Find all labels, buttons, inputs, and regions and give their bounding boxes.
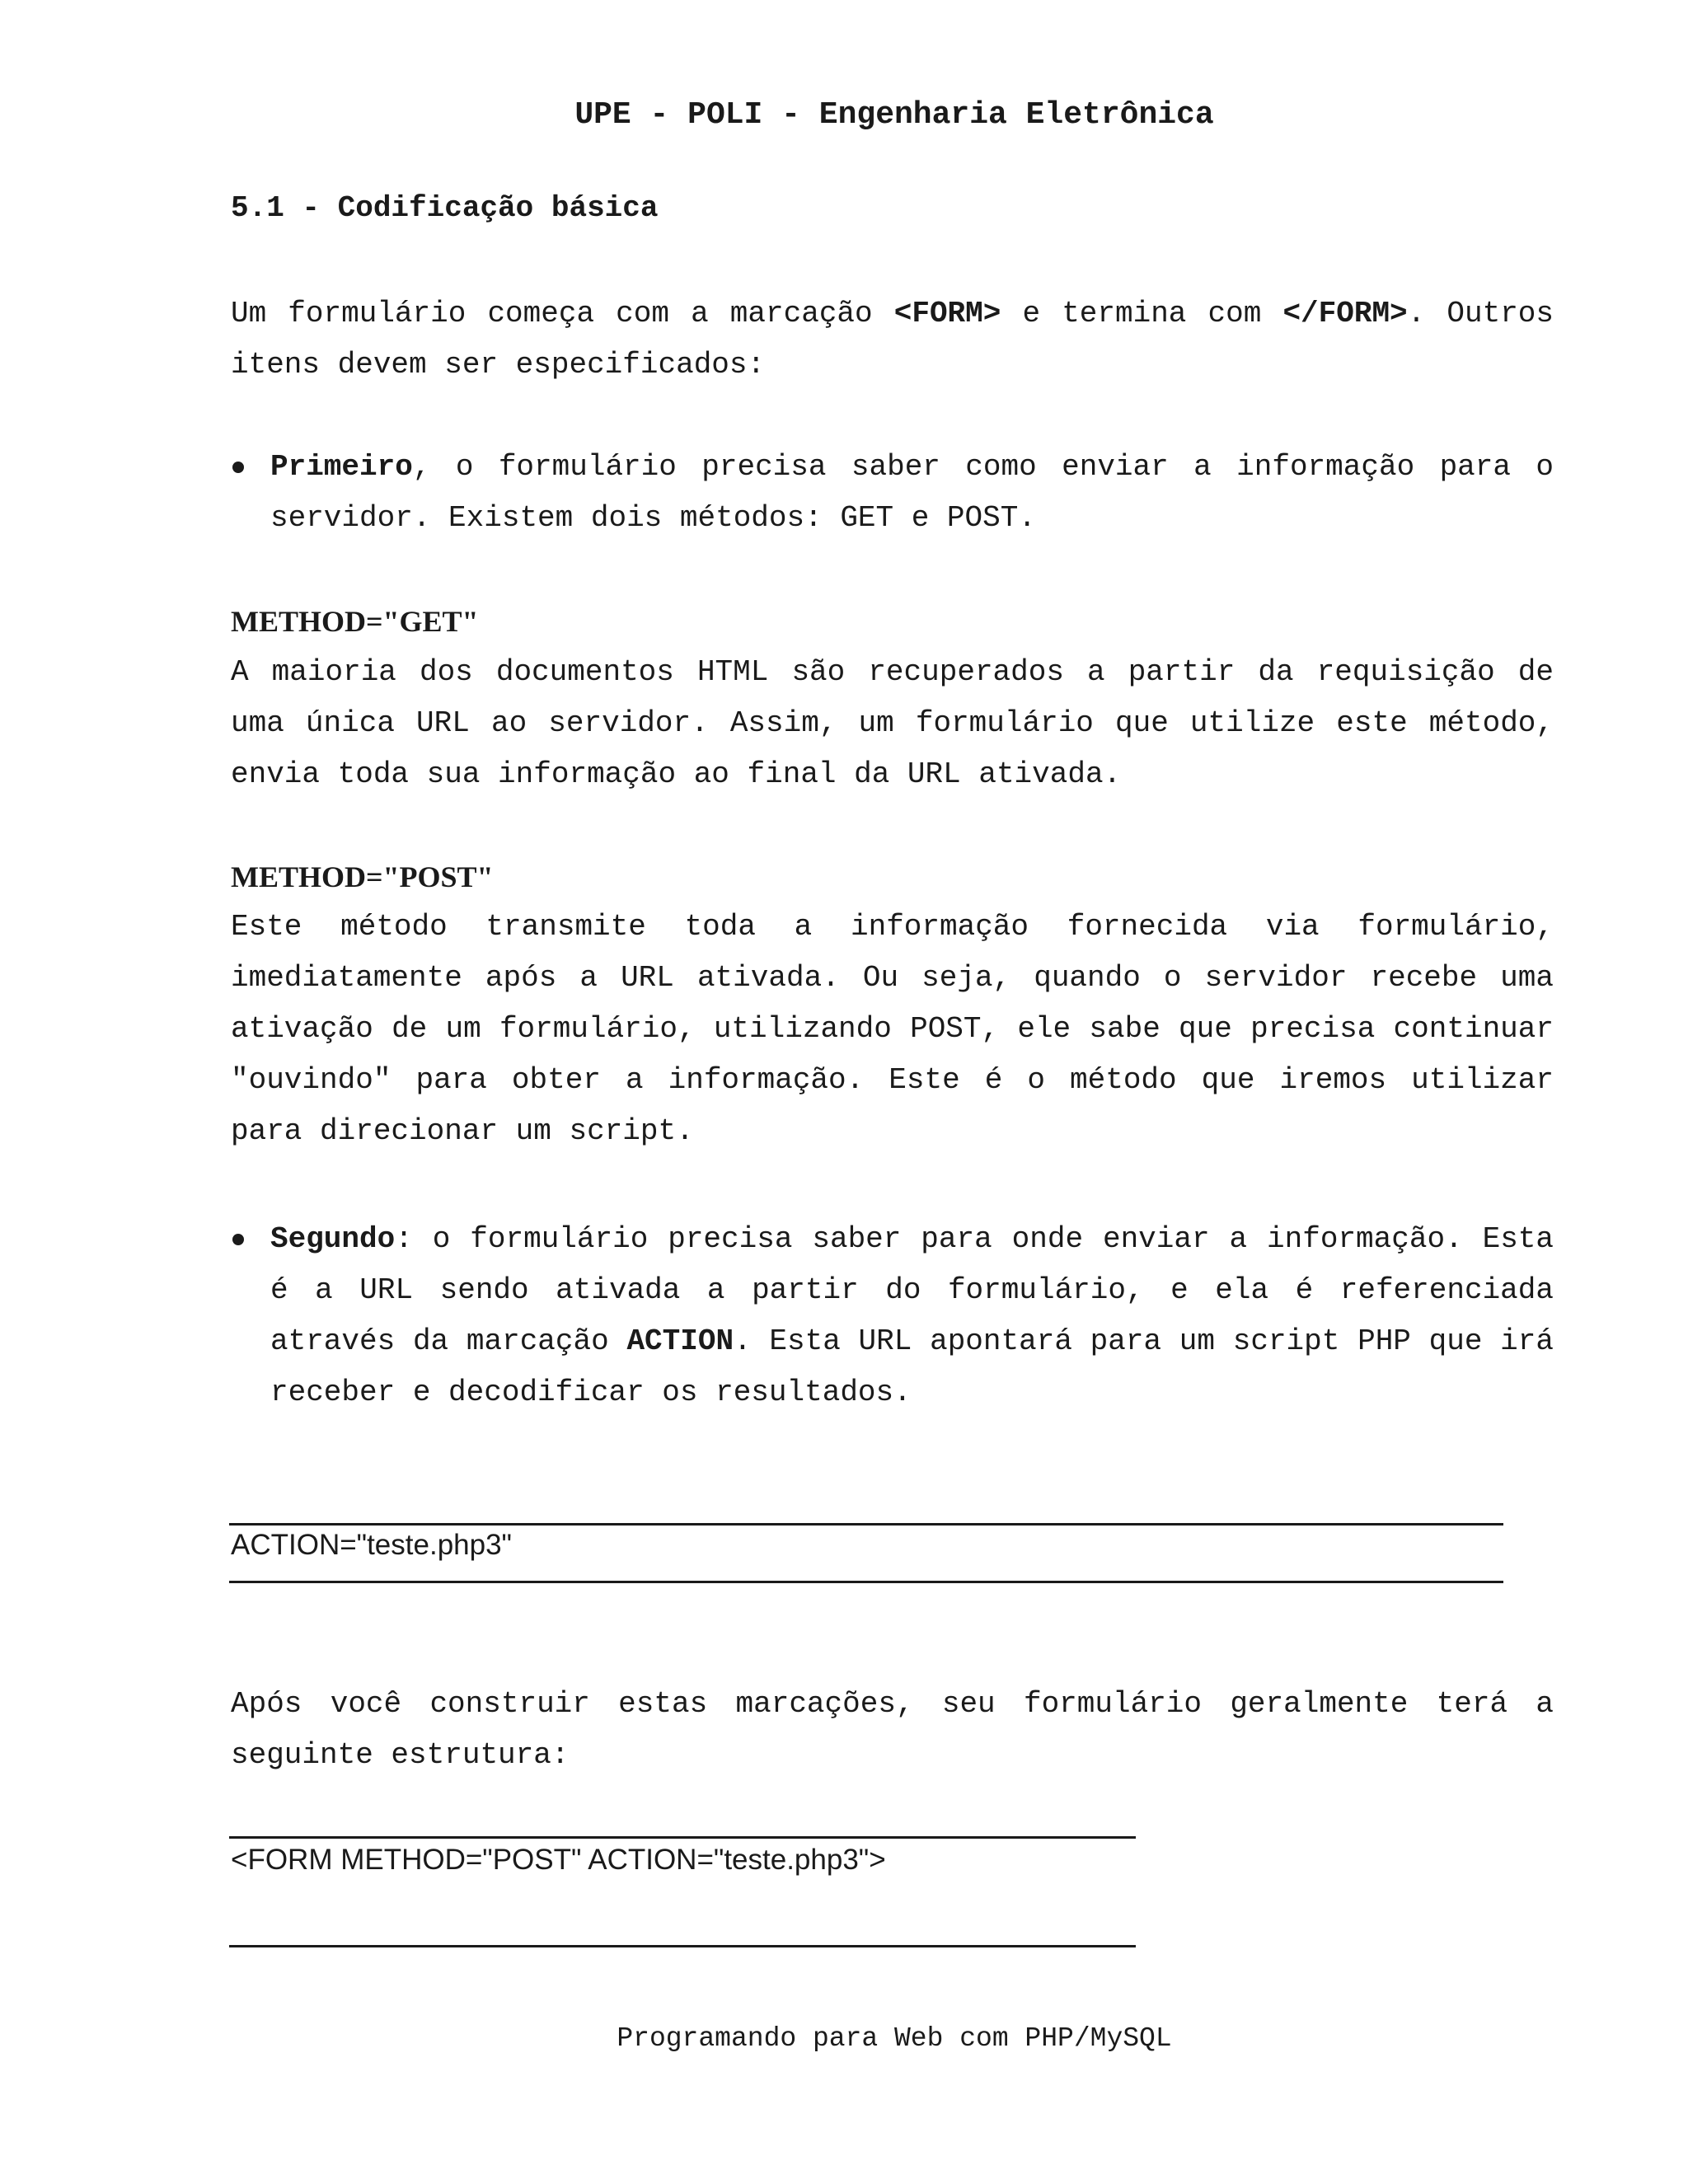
intro-text-1: Um formulário começa com a marcação — [231, 297, 894, 330]
bullet-icon — [232, 462, 244, 473]
form-code-example: <FORM METHOD="POST" ACTION="teste.php3"> — [231, 1844, 886, 1876]
bullet-text: , o formulário precisa saber como enviar a informação para o servidor. Existem dois métodos: GET e POST. — [270, 450, 1554, 535]
action-code-example: ACTION="teste.php3" — [231, 1529, 512, 1561]
form-open-tag: <FORM> — [893, 297, 1001, 330]
intro-text-3: . Outros itens devem ser especificados: — [231, 297, 1554, 382]
method-post-heading: METHOD="POST" — [231, 860, 494, 893]
bullet-icon — [232, 1234, 244, 1245]
page-footer: Programando para Web com PHP/MySQL — [617, 2023, 1172, 2054]
bullet-item-segundo — [270, 1214, 1554, 1418]
bullet-item-primeiro — [270, 442, 1554, 544]
bullet-lead: Primeiro — [270, 450, 413, 484]
form-code-bottom-rule — [229, 1945, 1136, 1947]
method-get-heading: METHOD="GET" — [231, 605, 479, 638]
form-close-tag: </FORM> — [1282, 297, 1408, 330]
method-post-paragraph: Este método transmite toda a informação fornecida via formulário, imediatamente após a URL ativada. Ou seja, quando o servidor recebe uma ativação de um formulário, utilizando POST, ele sabe que precisa continuar "ouvindo" para obter a informação. Este é o método que iremos utilizar para direcionar um script. — [231, 910, 1554, 1148]
bullet-text-2: . Esta URL apontará para um script PHP que irá receber e decodificar os resultados. — [270, 1324, 1554, 1409]
page-header-title: UPE - POLI - Engenharia Eletrônica — [574, 97, 1214, 133]
action-keyword: ACTION — [626, 1324, 734, 1358]
method-get-paragraph: A maioria dos documentos HTML são recuperados a partir da requisição de uma única URL ao servidor. Assim, um formulário que utilize este método, envia toda sua informação ao final da URL ativada. — [231, 655, 1554, 791]
code-box-bottom-rule — [229, 1581, 1503, 1583]
intro-paragraph — [231, 288, 1554, 391]
structure-intro-paragraph: Após você construir estas marcações, seu formulário geralmente terá a seguinte estrutura: — [231, 1687, 1554, 1772]
code-box-top-rule — [229, 1523, 1503, 1526]
bullet-lead: Segundo — [270, 1222, 396, 1256]
intro-text-2: e termina com — [1001, 297, 1283, 330]
form-code-top-rule — [229, 1836, 1136, 1839]
section-heading: 5.1 - Codificação básica — [231, 191, 659, 225]
bullet-text-1: : o formulário precisa saber para onde enviar a informação. Esta é a URL sendo ativada a partir do formulário, e ela é referenciada através da marcação — [270, 1222, 1554, 1358]
